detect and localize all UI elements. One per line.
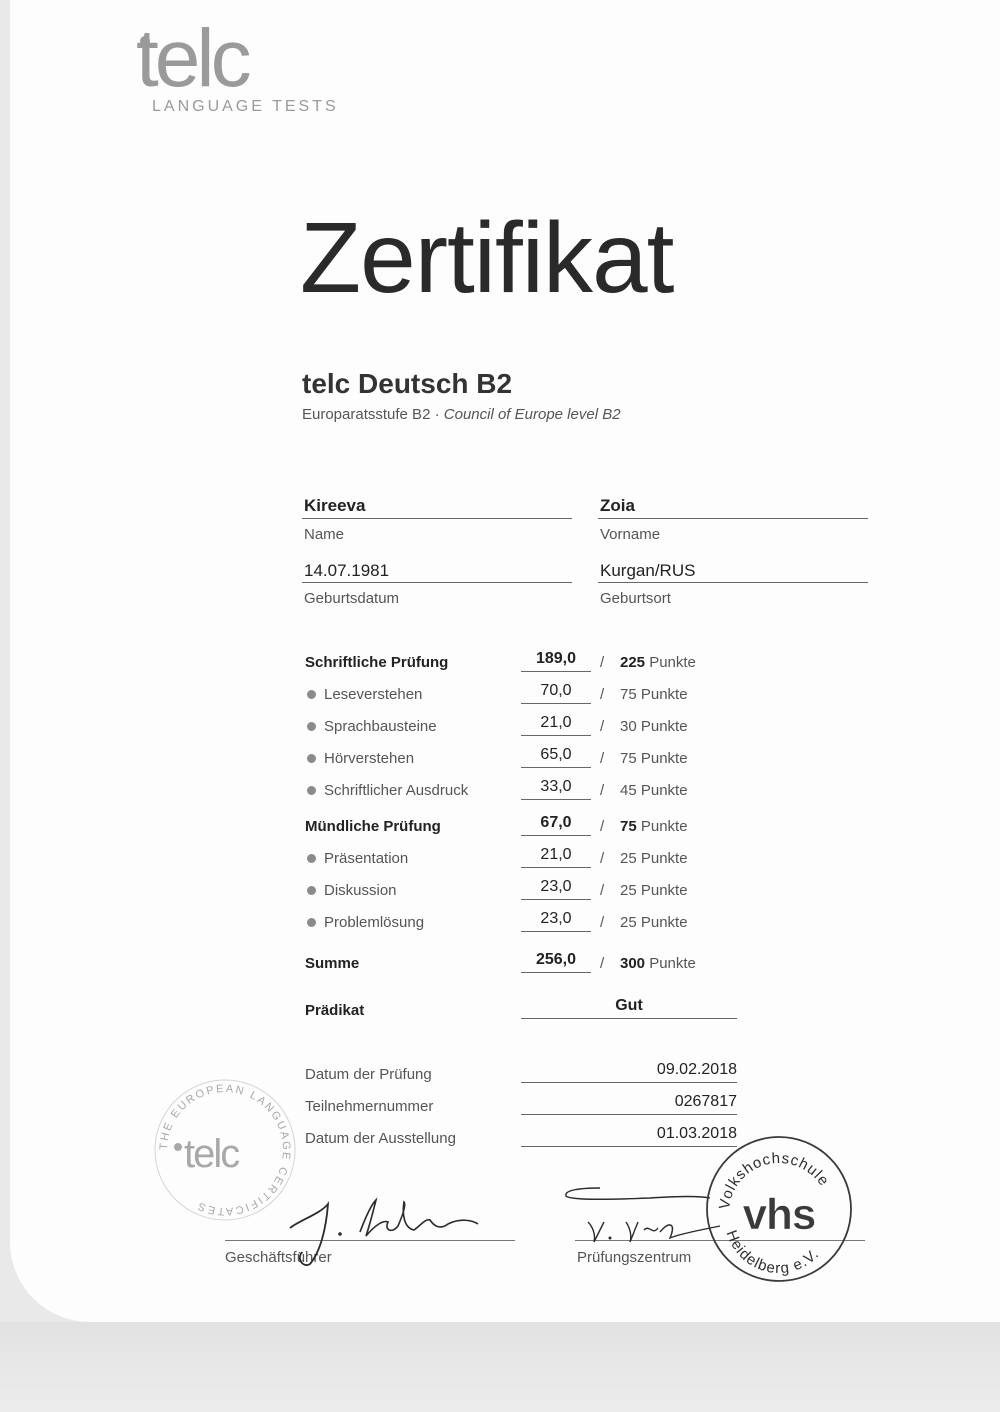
score-rule	[521, 735, 591, 736]
points-unit: Punkte	[640, 914, 688, 931]
exam-date-rule	[521, 1082, 737, 1083]
participant-number-value: 0267817	[674, 1093, 737, 1110]
stamp-center-text: vhs	[742, 1190, 816, 1239]
max-points: 75	[620, 686, 637, 703]
max-points: 45	[620, 782, 637, 799]
telc-seal-icon	[150, 1075, 300, 1225]
score-rule	[521, 972, 591, 973]
grade-value: Gut	[615, 997, 643, 1014]
grade-label: Prädikat	[305, 1002, 365, 1019]
scan-margin	[0, 1322, 1000, 1412]
points-unit: Punkte	[640, 750, 688, 767]
slash: /	[600, 750, 605, 767]
points-unit: Punkte	[649, 654, 696, 671]
birth-place-rule	[598, 582, 868, 583]
exam-center-label: Prüfungszentrum	[577, 1249, 692, 1266]
stamp-top-text: Volkshochschule	[716, 1149, 833, 1211]
part-label: Sprachbausteine	[324, 718, 437, 735]
surname-rule	[302, 518, 572, 519]
participant-number-label: Teilnehmernummer	[305, 1098, 434, 1115]
part-score: 21,0	[540, 846, 572, 863]
part-label: Leseverstehen	[324, 686, 423, 703]
part-label: Schriftlicher Ausdruck	[324, 782, 469, 799]
certificate-title: Zertifikat	[300, 202, 674, 314]
part-label: Hörverstehen	[324, 750, 415, 767]
score-rule	[521, 931, 591, 932]
managing-director-label: Geschäftsführer	[225, 1249, 332, 1266]
issue-date-value: 01.03.2018	[656, 1125, 737, 1142]
telc-logo: telc	[136, 13, 248, 104]
grade-rule	[521, 1018, 737, 1019]
written-exam-score: 189,0	[535, 650, 577, 667]
birth-date-label: Geburtsdatum	[304, 590, 400, 607]
part-score: 70,0	[540, 682, 572, 699]
issue-date-label: Datum der Ausstellung	[305, 1130, 456, 1147]
written-exam-max	[600, 654, 696, 671]
max-points: 25	[620, 914, 637, 931]
slash: /	[600, 882, 605, 899]
score-rule	[521, 671, 591, 672]
exam-date-label: Datum der Prüfung	[305, 1066, 432, 1083]
total-max	[600, 955, 696, 972]
points-unit: Punkte	[640, 782, 688, 799]
slash: /	[600, 955, 605, 972]
slash: /	[600, 914, 605, 931]
birth-place-value: Kurgan/RUS	[600, 561, 696, 580]
max-points: 300	[620, 955, 646, 972]
exam-level	[302, 406, 621, 423]
part-score: 21,0	[540, 714, 572, 731]
oral-exam-max	[600, 818, 688, 835]
points-unit: Punkte	[640, 686, 688, 703]
part-max	[600, 686, 688, 703]
score-rule	[521, 799, 591, 800]
exam-name: telc Deutsch B2	[302, 368, 513, 399]
part-max	[600, 718, 688, 735]
level-separator: ·	[434, 406, 440, 423]
points-unit: Punkte	[640, 818, 688, 835]
points-unit: Punkte	[649, 955, 696, 972]
max-points: 30	[620, 718, 637, 735]
birth-place-label: Geburtsort	[600, 590, 671, 607]
points-unit: Punkte	[640, 850, 688, 867]
birth-date-value: 14.07.1981	[304, 561, 390, 580]
oral-exam-score: 67,0	[540, 814, 572, 831]
vhs-stamp-icon	[703, 1133, 855, 1285]
part-max	[600, 850, 688, 867]
total-label: Summe	[305, 955, 360, 972]
level-de: Europaratsstufe B2	[302, 406, 431, 423]
exam-date-value: 09.02.2018	[656, 1061, 737, 1078]
slash: /	[600, 782, 605, 799]
part-max	[600, 750, 688, 767]
surname-value: Kireeva	[304, 496, 366, 515]
max-points: 75	[620, 818, 637, 835]
part-label: Diskussion	[324, 882, 397, 899]
part-max	[600, 914, 688, 931]
points-unit: Punkte	[640, 718, 688, 735]
score-rule	[521, 867, 591, 868]
first-name-label: Vorname	[600, 526, 661, 543]
seal-brand: telc	[184, 1132, 239, 1176]
slash: /	[600, 850, 605, 867]
seal-text: THE EUROPEAN LANGUAGE CERTIFICATES	[157, 1082, 293, 1218]
max-points: 25	[620, 850, 637, 867]
first-name-value: Zoia	[600, 496, 635, 515]
score-rule	[521, 835, 591, 836]
total-score: 256,0	[535, 951, 577, 968]
slash: /	[600, 818, 605, 835]
part-label: Problemlösung	[324, 914, 425, 931]
part-max	[600, 782, 688, 799]
stamp-bottom-text: Heidelberg e.V.	[722, 1227, 823, 1278]
first-name-rule	[598, 518, 868, 519]
birth-date-rule	[302, 582, 572, 583]
participant-number-rule	[521, 1114, 737, 1115]
slash: /	[600, 686, 605, 703]
surname-label: Name	[304, 526, 345, 543]
score-rule	[521, 767, 591, 768]
part-score: 33,0	[540, 778, 572, 795]
max-points: 75	[620, 750, 637, 767]
points-unit: Punkte	[640, 882, 688, 899]
level-en: Council of Europe level B2	[443, 406, 621, 423]
part-label: Präsentation	[324, 850, 409, 867]
part-score: 23,0	[540, 878, 572, 895]
oral-exam-label: Mündliche Prüfung	[305, 818, 441, 835]
part-score: 65,0	[540, 746, 572, 763]
part-max	[600, 882, 688, 899]
max-points: 225	[620, 654, 646, 671]
part-score: 23,0	[540, 910, 572, 927]
score-rule	[521, 703, 591, 704]
slash: /	[600, 718, 605, 735]
left-signature	[280, 1190, 490, 1270]
slash: /	[600, 654, 605, 671]
score-rule	[521, 899, 591, 900]
max-points: 25	[620, 882, 637, 899]
logo-tagline: LANGUAGE TESTS	[152, 98, 339, 115]
written-exam-label: Schriftliche Prüfung	[305, 654, 449, 671]
